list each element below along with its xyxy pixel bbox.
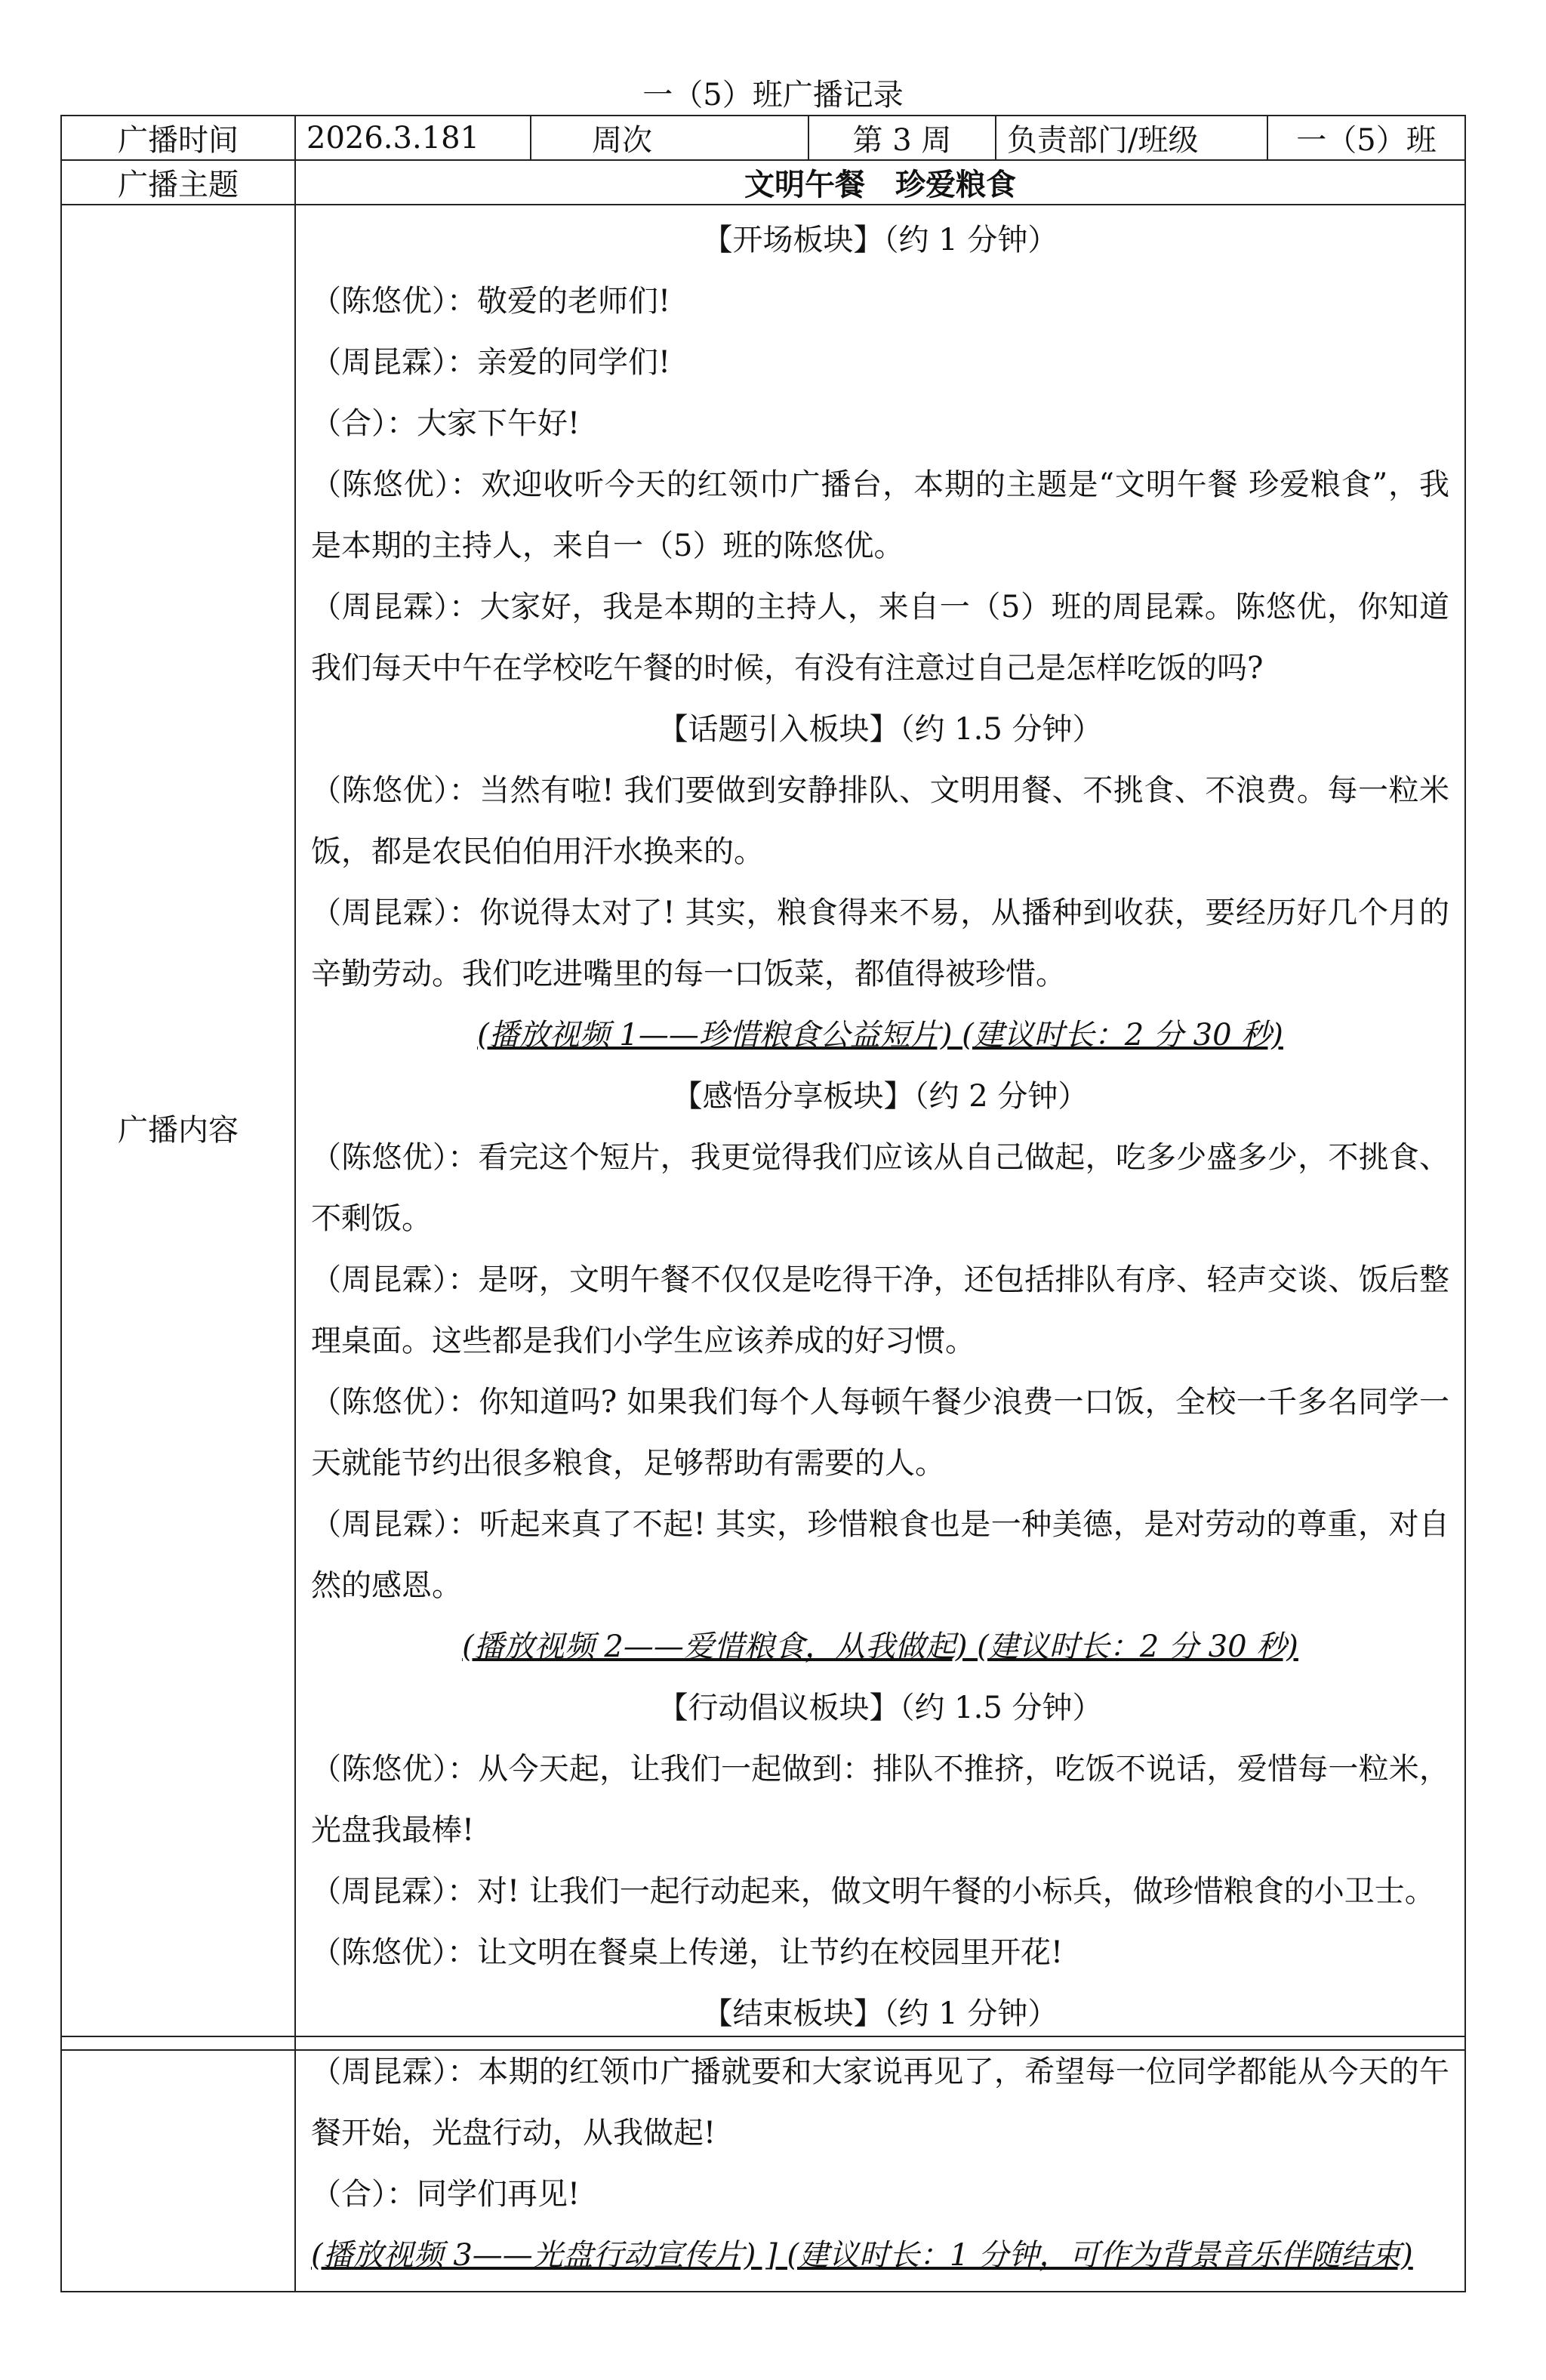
empty-label-cell — [61, 2036, 295, 2292]
section-heading: 【行动倡议板块】（约 1.5 分钟） — [658, 1691, 1103, 1725]
dept-value: 一（5）班 — [1267, 116, 1465, 160]
dialogue-line: （陈悠优）：看完这个短片，我更觉得我们应该从自己做起，吃多少盛多少，不挑食、不剩饭。 — [311, 1140, 1449, 1236]
dialogue-line: （陈悠优）：当然有啦! 我们要做到安静排队、文明用餐、不挑食、不浪费。每一粒米饭，都是农民伯伯用汗水换来的。 — [311, 773, 1449, 869]
dialogue-line: （陈悠优）：敬爱的老师们! — [311, 284, 671, 319]
week-value: 第 3 周 — [808, 116, 996, 160]
content-cell — [295, 205, 1465, 2050]
topic-value: 文明午餐 珍爱粮食 — [295, 160, 1465, 205]
dialogue-line: （陈悠优）：让文明在餐桌上传递，让节约在校园里开花! — [311, 1935, 1064, 1970]
week-label: 周次 — [531, 116, 808, 160]
header-row — [61, 116, 1465, 160]
content-row-continued — [61, 2036, 1465, 2292]
dialogue-line: （周昆霖）：亲爱的同学们! — [311, 345, 671, 380]
section-heading: 【话题引入板块】（约 1.5 分钟） — [658, 712, 1103, 747]
video-note: (播放视频 2——爱惜粮食，从我做起) (建议时长：2 分 30 秒) — [462, 1629, 1298, 1664]
topic-label: 广播主题 — [61, 160, 295, 205]
broadcast-record-table-continued — [60, 2036, 1466, 2292]
section-heading: 【开场板块】（约 1 分钟） — [702, 223, 1058, 257]
dialogue-line: （陈悠优）：从今天起，让我们一起做到：排队不推挤，吃饭不说话，爱惜每一粒米，光盘我最棒! — [311, 1752, 1449, 1848]
dialogue-line: （合）：大家下午好! — [311, 406, 581, 441]
content-label: 广播内容 — [61, 205, 295, 2050]
document-title: 一（5）班广播记录 — [642, 78, 904, 113]
script-lines — [311, 210, 1449, 2045]
time-value: 2026.3.181 — [295, 116, 531, 160]
video-note: (播放视频 1——珍惜粮食公益短片) (建议时长：2 分 30 秒) — [477, 1018, 1283, 1053]
dialogue-line: （陈悠优）：欢迎收听今天的红领巾广播台，本期的主题是“文明午餐 珍爱粮食”，我是本期的主持人，来自一（5）班的陈悠优。 — [311, 467, 1449, 563]
dialogue-line: （合）：同学们再见! — [311, 2177, 581, 2212]
script-lines-continued — [311, 2042, 1449, 2286]
topic-row — [61, 160, 1465, 205]
dialogue-line: （周昆霖）：听起来真了不起! 其实，珍惜粮食也是一种美德，是对劳动的尊重，对自然的感恩。 — [311, 1507, 1449, 1603]
dept-label: 负责部门/班级 — [996, 116, 1267, 160]
dialogue-line: （周昆霖）：是呀，文明午餐不仅仅是吃得干净，还包括排队有序、轻声交谈、饭后整理桌面。这些都是我们小学生应该养成的好习惯。 — [311, 1262, 1449, 1358]
video-note: (播放视频 3——光盘行动宣传片) ] (建议时长：1 分钟，可作为背景音乐伴随结束) — [311, 2238, 1413, 2273]
section-heading: 【感悟分享板块】（约 2 分钟） — [672, 1079, 1089, 1114]
section-heading: 【结束板块】（约 1 分钟） — [702, 1996, 1058, 2031]
content-row — [61, 205, 1465, 2050]
dialogue-line: （周昆霖）：你说得太对了! 其实，粮食得来不易，从播种到收获，要经历好几个月的辛勤劳动。我们吃进嘴里的每一口饭菜，都值得被珍惜。 — [311, 896, 1449, 991]
dialogue-line: （周昆霖）：大家好，我是本期的主持人，来自一（5）班的周昆霖。陈悠优，你知道我们每天中午在学校吃午餐的时候，有没有注意过自己是怎样吃饭的吗? — [311, 590, 1449, 686]
time-label: 广播时间 — [61, 116, 295, 160]
dialogue-line: （周昆霖）：本期的红领巾广播就要和大家说再见了，希望每一位同学都能从今天的午餐开始，光盘行动，从我做起! — [311, 2055, 1449, 2150]
dialogue-line: （陈悠优）：你知道吗? 如果我们每个人每顿午餐少浪费一口饭，全校一千多名同学一天就能节约出很多粮食，足够帮助有需要的人。 — [311, 1385, 1449, 1481]
dialogue-line: （周昆霖）：对! 让我们一起行动起来，做文明午餐的小标兵，做珍惜粮食的小卫士。 — [311, 1874, 1435, 1909]
content-cell-continued — [295, 2036, 1465, 2292]
broadcast-record-table — [60, 115, 1466, 2051]
